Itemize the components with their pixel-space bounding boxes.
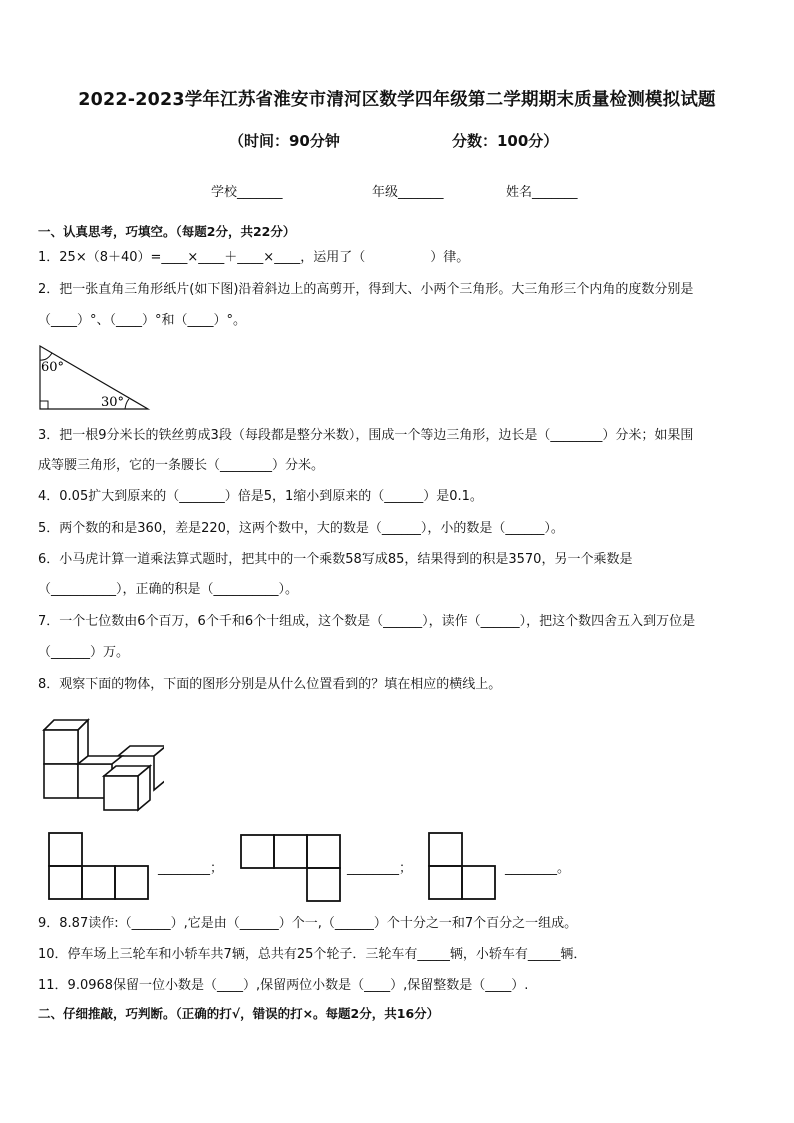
angle-label-60: 60° (41, 360, 65, 375)
view-2-blank: ________； (347, 861, 413, 876)
question-1: 1．25×（8＋40）=____×____＋____×____，运用了（ ）律。 (38, 250, 470, 265)
question-4: 4．0.05扩大到原来的（_______）倍是5，1缩小到原来的（______）是0.1。 (38, 489, 483, 504)
question-3-line1: 3．把一根9分米长的铁丝剪成3段（每段都是整分米数），围成一个等边三角形，边长是（________）分米；如果围 (38, 428, 694, 443)
view-shape-3 (426, 830, 498, 902)
triangle-shape (40, 346, 148, 409)
question-10: 10．停车场上三轮车和小轿车共7辆，总共有25个轮子．三轮车有_____辆，小轿车有_____辆． (38, 947, 587, 962)
exam-time: （时间：90分钟 (229, 132, 340, 150)
page-title: 2022-2023学年江苏省淮安市清河区数学四年级第二学期期末质量检测模拟试题 (78, 90, 716, 110)
view-square (274, 835, 307, 868)
question-9: 9．8.87读作:（______）,它是由（______）个一,（______）个十分之一和7个百分之一组成。 (38, 916, 578, 931)
right-triangle-figure (34, 343, 154, 413)
cube-front-face (104, 776, 138, 810)
section1-heading: 一、认真思考，巧填空。（每题2分，共22分） (38, 224, 296, 239)
view-square (429, 866, 462, 899)
name-field: 姓名_______ (506, 185, 578, 200)
view-square (307, 868, 340, 901)
cube-structure-figure (40, 714, 164, 814)
view-square (307, 835, 340, 868)
view-1-blank: ________； (158, 861, 224, 876)
cube-front-face (44, 730, 78, 764)
question-2-line1: 2．把一张直角三角形纸片(如下图)沿着斜边上的高剪开，得到大、小两个三角形。大三角形三个内角的度数分别是 (38, 282, 694, 297)
right-angle-marker (40, 401, 48, 409)
view-square (115, 866, 148, 899)
view-square (49, 866, 82, 899)
question-7-line2: （______）万。 (38, 645, 130, 660)
view-square (429, 833, 462, 866)
grade-field: 年级_______ (372, 185, 444, 200)
view-3-blank: ________。 (505, 861, 571, 876)
view-shape-2 (238, 832, 344, 904)
question-3-line2: 成等腰三角形，它的一条腰长（________）分米。 (38, 458, 325, 473)
cube-front-face (44, 764, 78, 798)
view-square (241, 835, 274, 868)
question-6-line1: 6．小马虎计算一道乘法算式题时，把其中的一个乘数58写成85，结果得到的积是3570，另一个乘数是 (38, 552, 633, 567)
view-square (49, 833, 82, 866)
view-square (82, 866, 115, 899)
question-7-line1: 7．一个七位数由6个百万，6个千和6个十组成，这个数是（______），读作（______），把这个数四舍五入到万位是 (38, 614, 696, 629)
question-2-line2: （____）°、（____）°和（____）°。 (38, 313, 247, 328)
question-8: 8．观察下面的物体，下面的图形分别是从什么位置看到的？填在相应的横线上。 (38, 677, 502, 692)
school-field: 学校_______ (211, 185, 283, 200)
question-6-line2: （__________），正确的积是（__________）。 (38, 582, 299, 597)
angle-arc-right (125, 399, 129, 409)
question-5: 5．两个数的和是360，差是220，这两个数中，大的数是（______），小的数是（______）。 (38, 521, 564, 536)
view-square (462, 866, 495, 899)
view-shape-1 (46, 830, 152, 902)
exam-score: 分数：100分） (452, 132, 559, 150)
section2-heading: 二、仔细推敲，巧判断。（正确的打√，错误的打×。每题2分，共16分） (38, 1006, 440, 1021)
angle-label-30: 30° (101, 395, 125, 410)
question-11: 11．9.0968保留一位小数是（____）,保留两位小数是（____）,保留整数是（____）. (38, 978, 529, 993)
